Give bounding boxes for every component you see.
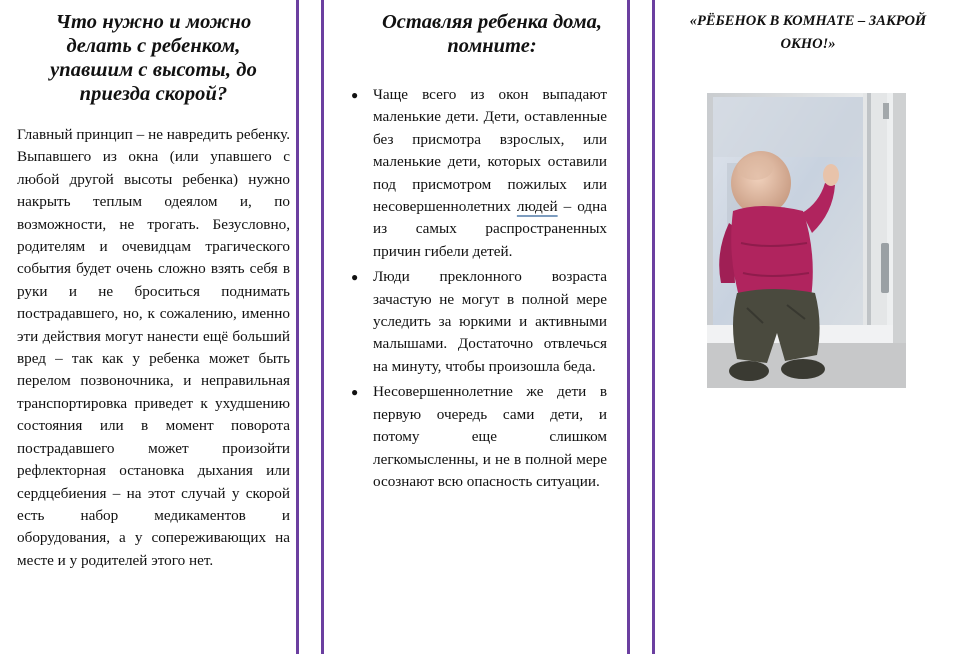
spellcheck-underline-word: людей xyxy=(516,198,558,216)
list-item-text: – одна из самых распространенных причин гибели детей. xyxy=(373,198,607,260)
heading-line: Что нужно и можно xyxy=(55,11,252,33)
list-item-text: Чаще всего из окон выпадают маленькие дети. Дети, оставленные без присмотра взрослых, или маленькие дети, которых оставили под присмотром пожилых или несовершеннолетних xyxy=(373,86,607,216)
remember-list xyxy=(351,84,607,493)
panel-close-window xyxy=(656,0,960,654)
heading-line: «РЁБЕНОК В КОМНАТЕ – ЗАКРОЙ xyxy=(689,13,927,29)
bullet-icon: ● xyxy=(351,88,359,102)
heading-line: Оставляя ребенка дома, xyxy=(381,11,603,33)
divider-line-1 xyxy=(296,0,299,654)
close-window-heading xyxy=(664,10,952,56)
list-item-text: Люди преклонного возраста зачастую не могут в полной мере уследить за юркими и активными малышами. Достаточно отвлечься на минуту, чтобы произошла беда. xyxy=(373,268,607,375)
heading-line: помните: xyxy=(447,35,537,57)
list-item xyxy=(351,84,607,263)
child-at-window-photo xyxy=(707,93,906,388)
heading-line: ОКНО!» xyxy=(780,36,836,52)
first-aid-heading xyxy=(17,10,290,106)
divider-line-3 xyxy=(627,0,630,654)
panel-remember xyxy=(325,0,627,654)
heading-line: приезда скорой? xyxy=(79,83,228,105)
bullet-icon: ● xyxy=(351,270,359,285)
divider-line-4 xyxy=(652,0,655,654)
heading-line: упавшим с высоты, до xyxy=(50,59,257,81)
remember-heading xyxy=(377,10,607,58)
list-item-text: Несовершеннолетние же дети в первую очередь сами дети, и потому еще слишком легкомысленны, и не в полной мере осознают всю опасность ситуации. xyxy=(373,383,607,490)
heading-line: делать с ребенком, xyxy=(66,35,241,57)
bullet-icon: ● xyxy=(351,385,359,400)
panel-first-aid xyxy=(4,0,296,654)
divider-line-2 xyxy=(321,0,324,654)
list-item xyxy=(351,266,607,378)
list-item xyxy=(351,381,607,493)
first-aid-text: Главный принцип – не навредить ребенку. Выпавшего из окна (или упавшего с любой другой высоты ребенка) нужно накрыть теплым одеялом и, по возможности, не трогать. Безусловно, родителям и очевидцам трагического события будет очень сложно взять себя в руки и не броситься поднимать пострадавшего, но, к сожалению, именно эти действия могут нанести ещё больший вред – так как у ребенка может быть перелом позвоночника, и неправильная транспортировка приведет к ухудшению состояния или в момент поворота пострадавшего может произойти рефлекторная остановка дыхания или сердцебиения – на этот случай у скорой есть набор медикаментов и оборудования, а у сопереживающих на месте и у родителей этого нет. xyxy=(17,126,290,569)
